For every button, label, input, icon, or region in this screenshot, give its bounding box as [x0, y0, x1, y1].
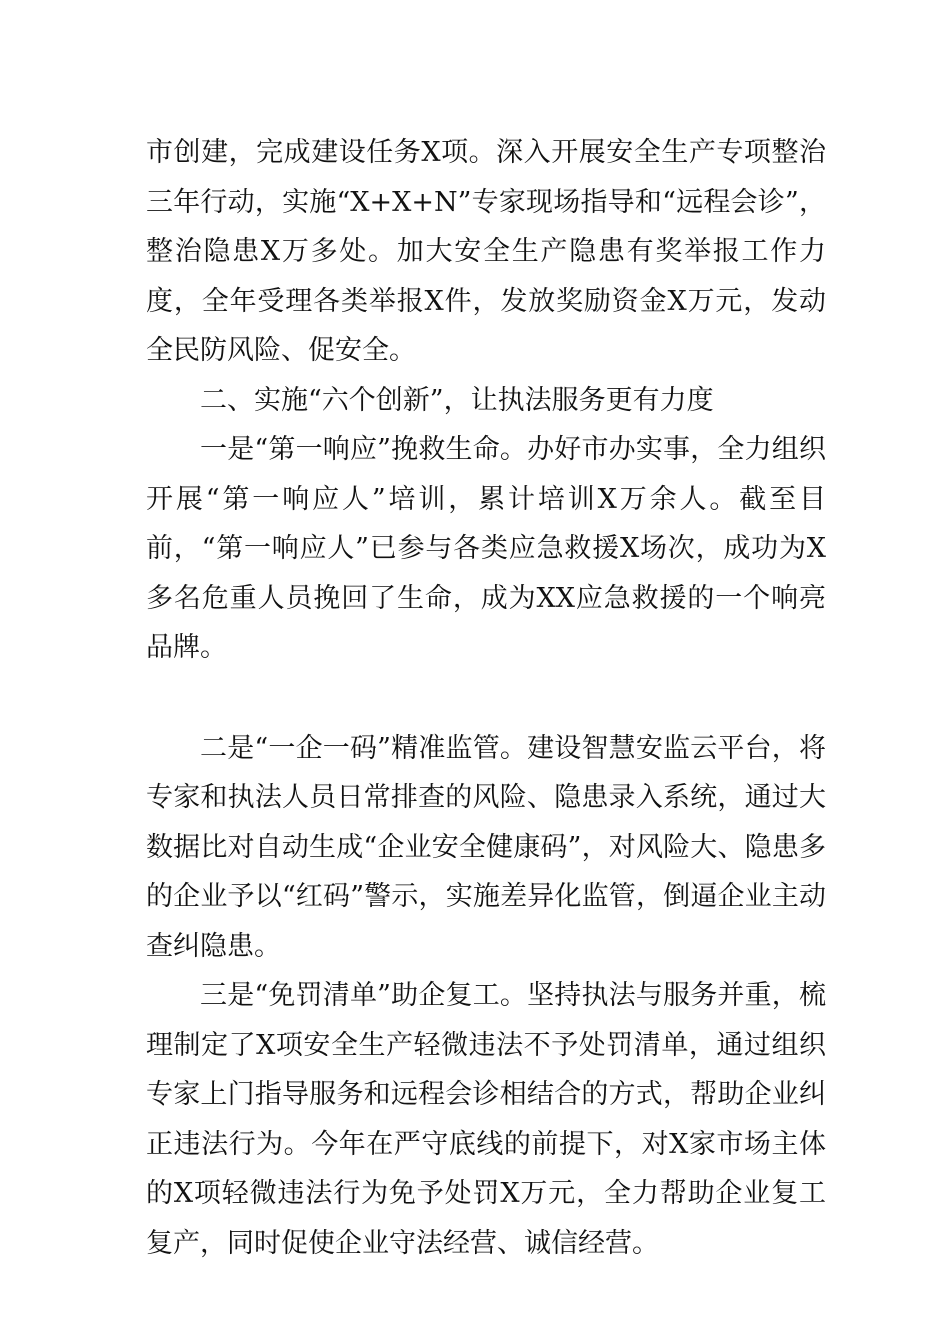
section-heading: 二、实施“六个创新”，让执法服务更有力度	[200, 384, 714, 416]
document-body	[146, 128, 826, 1268]
paragraph-gap	[146, 673, 826, 724]
paragraph-exemption-list: 三是“免罚清单”助企复工。坚持执法与服务并重，梳理制定了X项安全生产轻微违法不予处罚清单，通过组织专家上门指导服务和远程会诊相结合的方式，帮助企业纠正违法行为。今年在严守底线的前提下，对X家市场主体的X项轻微违法行为免予处罚X万元，全力帮助企业复工复产，同时促使企业守法经营、诚信经营。	[146, 980, 826, 1259]
paragraph-continued: 市创建，完成建设任务X项。深入开展安全生产专项整治三年行动，实施“X+X+N”专家现场指导和“远程会诊”，整治隐患X万多处。加大安全生产隐患有奖举报工作力度，全年受理各类举报X件，发放奖励资金X万元，发动全民防风险、促安全。	[146, 137, 826, 366]
paragraph-one-code: 二是“一企一码”精准监管。建设智慧安监云平台，将专家和执法人员日常排查的风险、隐患录入系统，通过大数据比对自动生成“企业安全健康码”，对风险大、隐患多的企业予以“红码”警示，实施差异化监管，倒逼企业主动查纠隐患。	[146, 732, 826, 962]
paragraph-first-response: 一是“第一响应”挽救生命。办好市办实事，全力组织开展“第一响应人”培训，累计培训X万余人。截至目前，“第一响应人”已参与各类应急救援X场次，成功为X多名危重人员挽回了生命，成为XX应急救援的一个响亮品牌。	[146, 434, 826, 663]
